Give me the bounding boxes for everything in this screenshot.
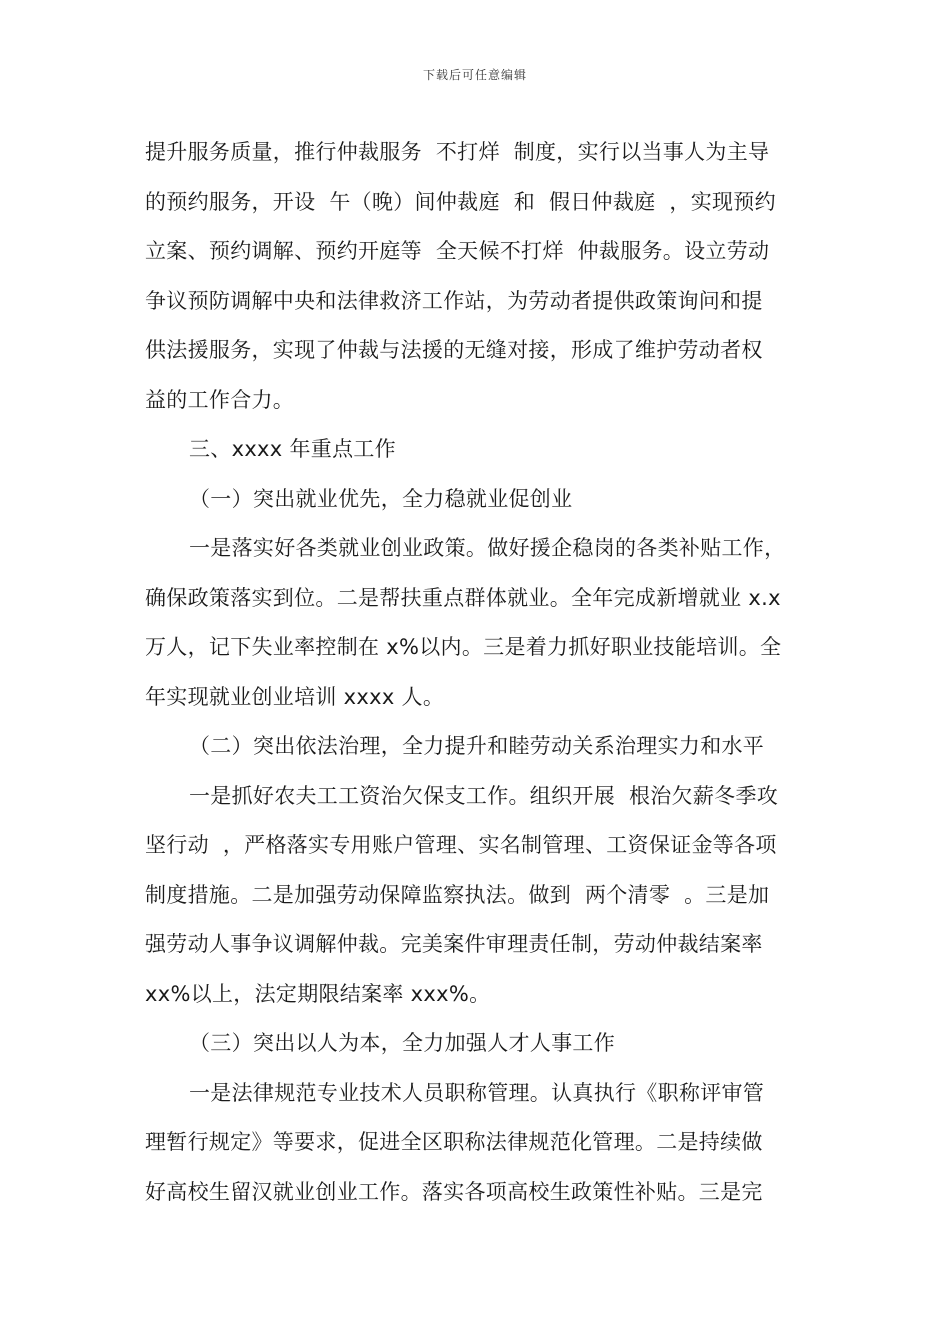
paragraph-line: 好高校生留汉就业创业工作。落实各项高校生政策性补贴。三是完 <box>145 1179 763 1204</box>
subsection-heading: （三）突出以人为本，全力加强人才人事工作 <box>189 1031 615 1055</box>
paragraph-line: 提升服务质量，推行仲裁服务 不打烊 制度，实行以当事人为主导 <box>145 140 770 164</box>
paragraph-line: 立案、预约调解、预约开庭等 全天候不打烊 仲裁服务。设立劳动 <box>145 239 770 263</box>
paragraph-line: 确保政策落实到位。二是帮扶重点群体就业。全年完成新增就业 x.x <box>145 585 781 610</box>
section-heading: 三、xxxx 年重点工作 <box>189 437 396 461</box>
paragraph-line: 一是落实好各类就业创业政策。做好援企稳岗的各类补贴工作， <box>189 536 786 560</box>
paragraph-line: 供法援服务，实现了仲裁与法援的无缝对接，形成了维护劳动者权 <box>145 338 763 362</box>
paragraph-line: 万人，记下失业率控制在 x%以内。三是着力抓好职业技能培训。全 <box>145 635 782 659</box>
paragraph-line: xx%以上，法定期限结案率 xxx%。 <box>145 981 491 1006</box>
paragraph-line: 争议预防调解中央和法律救济工作站，为劳动者提供政策询问和提 <box>145 288 763 313</box>
paragraph-line: 一是法律规范专业技术人员职称管理。认真执行《职称评审管 <box>189 1080 765 1105</box>
paragraph-line: 坚行动 ，严格落实专用账户管理、实名制管理、工资保证金等各项 <box>145 833 777 857</box>
paragraph-line: 制度措施。二是加强劳动保障监察执法。做到 两个清零 。三是加 <box>145 882 770 907</box>
paragraph-line: 的预约服务，开设 午（晚）间仲裁庭 和 假日仲裁庭 ，实现预约 <box>145 189 776 214</box>
subsection-heading: （二）突出依法治理，全力提升和睦劳动关系治理实力和水平 <box>189 734 765 758</box>
paragraph-line: 年实现就业创业培训 xxxx 人。 <box>145 684 445 709</box>
paragraph-line: 益的工作合力。 <box>145 387 295 412</box>
paragraph-line: 一是抓好农夫工工资治欠保支工作。组织开展 根治欠薪冬季攻 <box>189 783 779 808</box>
paragraph-line: 理暂行规定》等要求，促进全区职称法律规范化管理。二是持续做 <box>145 1130 763 1154</box>
subsection-heading: （一）突出就业优先，全力稳就业促创业 <box>189 486 573 511</box>
paragraph-line: 强劳动人事争议调解仲裁。完美案件审理责任制，劳动仲裁结案率 <box>145 932 763 956</box>
page-header-note: 下载后可任意编辑 <box>422 68 527 82</box>
document-body <box>145 128 807 1217</box>
